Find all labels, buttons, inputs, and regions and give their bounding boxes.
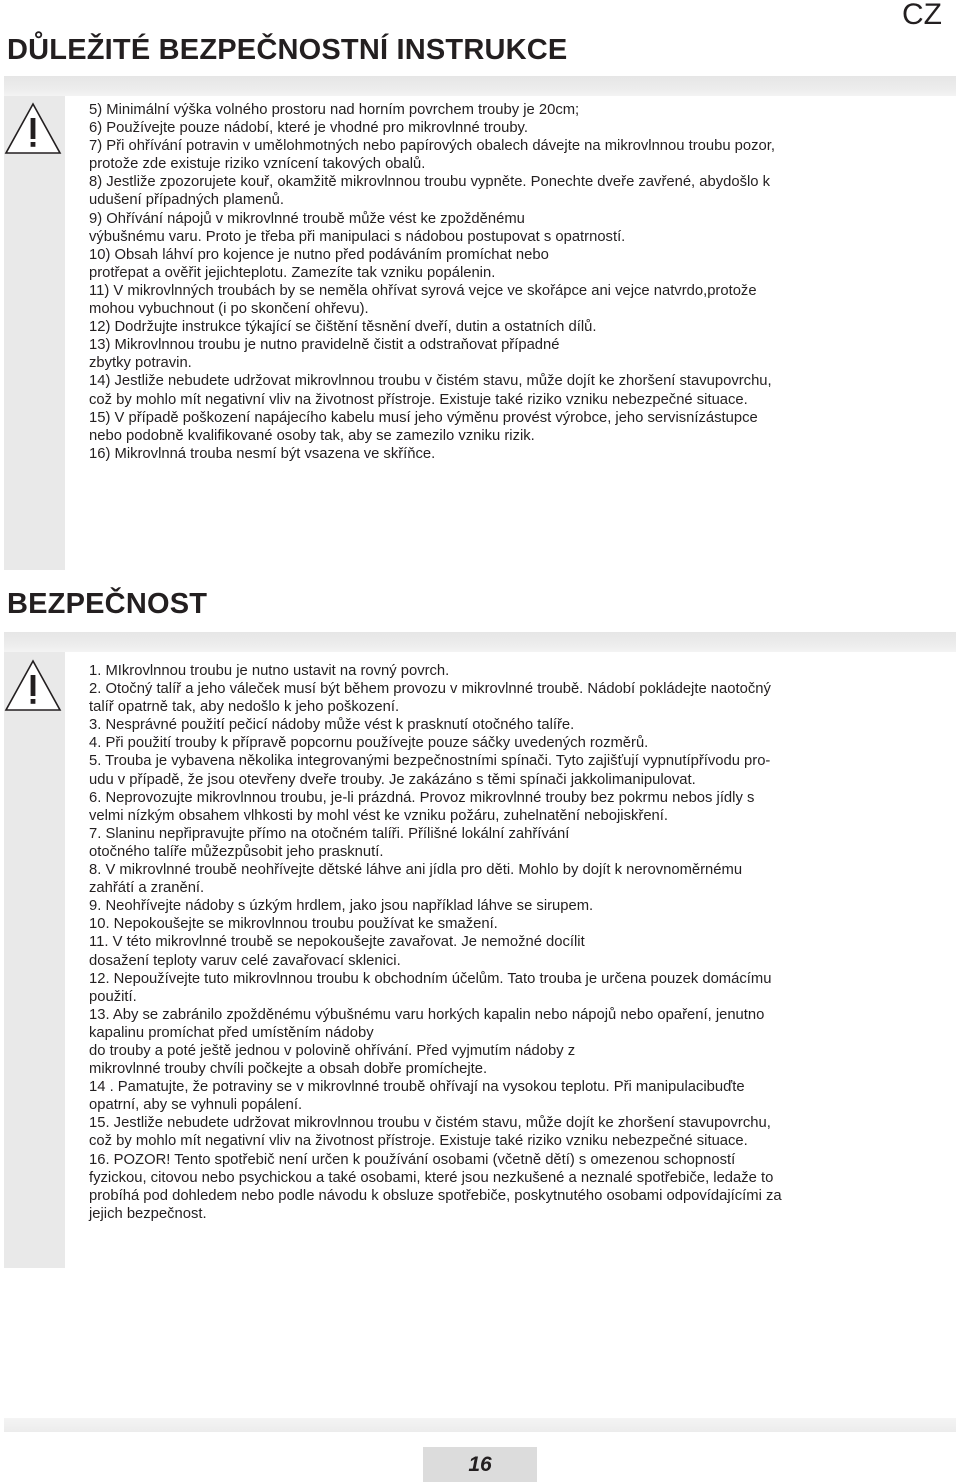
text-line: použití. [89, 988, 137, 1005]
text-line: kapalinu promíchat před umístěním nádoby [89, 1024, 374, 1041]
text-line: výbušnému varu. Proto je třeba při manipulaci s nádobou postupovat s opatrností. [89, 228, 626, 245]
text-line: mohou vybuchnout (i po skončení ohřevu). [89, 301, 369, 318]
text-line: jejich bezpečnost. [89, 1205, 207, 1222]
text-line: dosažení teploty varuv celé zavařovací sklenici. [89, 952, 401, 969]
important-instructions-text [89, 101, 951, 463]
text-line: talíř opatrně tak, aby nedošlo k jeho poškození. [89, 699, 400, 716]
text-line: probíhá pod dohledem nebo podle návodu k obsluze spotřebiče, poskytnutého osobami odpovídajícími za [89, 1187, 782, 1204]
text-line: 7) Při ohřívání potravin v umělohmotných nebo papírových obalech dávejte na mikrovlnnou troubu pozor, [89, 138, 775, 155]
text-line: 4. Při použití trouby k přípravě popcornu používejte pouze sáčky uvedených rozměrů. [89, 735, 649, 752]
text-line: udušení případných plamenů. [89, 192, 284, 209]
text-line: 8) Jestliže zpozorujete kouř, okamžitě mikrovlnnou troubu vypněte. Ponechte dveře zavřené, abydošlo k [89, 174, 771, 191]
footer-band [4, 1418, 956, 1432]
text-line: zbytky potravin. [89, 355, 192, 372]
page-title: DŮLEŽITÉ BEZPEČNOSTNÍ INSTRUKCE [7, 34, 568, 66]
section-title-safety: BEZPEČNOST [7, 588, 208, 620]
safety-sidebar [4, 652, 65, 1268]
language-code: CZ [902, 0, 942, 31]
text-line: 6) Používejte pouze nádobí, které je vhodné pro mikrovlnné trouby. [89, 120, 528, 137]
safety-underline-band [4, 632, 956, 652]
safety-instructions-text [89, 662, 951, 1223]
warning-sidebar [4, 96, 65, 570]
text-line: 15) V případě poškození napájecího kabelu musí jeho výměnu provést výrobce, jeho servisnízástupce [89, 409, 758, 426]
text-line: 16. POZOR! Tento spotřebič není určen k používání osobami (včetně dětí) s omezenou schopností [89, 1151, 736, 1168]
text-line: 11) V mikrovlnných troubách by se neměla ohřívat syrová vejce ve skořápce ani vejce natvrdo,protože [89, 282, 757, 299]
text-line: 3. Nesprávné použití pečicí nádoby může vést k prasknutí otočného talíře. [89, 717, 575, 734]
text-line: 14) Jestliže nebudete udržovat mikrovlnnou troubu v čistém stavu, může dojít ke zhoršení stavupovrchu, [89, 373, 772, 390]
text-line: zahřátí a zranění. [89, 880, 205, 897]
text-line: 16) Mikrovlnná trouba nesmí být vsazena ve skříňce. [89, 445, 436, 462]
text-line: 8. V mikrovlnné troubě neohřívejte dětské láhve ani jídla pro děti. Mohlo by dojít k nerovnoměrnému [89, 862, 743, 879]
text-line: 9) Ohřívání nápojů v mikrovlnné troubě může vést ke zpožděnému [89, 210, 525, 227]
text-line: 1. MIkrovlnnou troubu je nutno ustavit na rovný povrch. [89, 663, 450, 679]
warning-triangle-icon [3, 657, 63, 713]
text-line: 6. Neprovozujte mikrovlnnou troubu, je-li prázdná. Provoz mikrovlnné trouby bez pokrmu nebos jídly s [89, 789, 755, 806]
text-line: 10. Nepokoušejte se mikrovlnnou troubu používat ke smažení. [89, 916, 498, 933]
page-number-box [423, 1447, 537, 1482]
text-line: nebo podobně kvalifikované osoby tak, aby se zamezilo vzniku rizik. [89, 427, 535, 444]
text-line: což by mohlo mít negativní vliv na životnost přístroje. Existuje také riziko vzniku nebezpečné situace. [89, 391, 748, 408]
text-line: 15. Jestliže nebudete udržovat mikrovlnnou troubu v čistém stavu, může dojít ke zhoršení stavupovrchu, [89, 1115, 771, 1132]
text-line: 9. Neohřívejte nádoby s úzkým hrdlem, jako jsou například láhve se sirupem. [89, 898, 594, 915]
text-line: velmi nízkým obsahem vlhkosti by mohl vést ke vzniku požáru, zuhelnatění nebojiskření. [89, 807, 668, 824]
text-line: 13) Mikrovlnnou troubu je nutno pravidelně čistit a odstraňovat případné [89, 337, 560, 354]
text-line: 5) Minimální výška volného prostoru nad horním povrchem trouby je 20cm; [89, 102, 580, 118]
text-line: protože zde existuje riziko vznícení takových obalů. [89, 156, 426, 173]
text-line: do trouby a poté ještě jednou v polovině ohřívání. Před vyjmutím nádoby z [89, 1042, 576, 1059]
text-line: 11. V této mikrovlnné troubě se nepokoušejte zavařovat. Je nemožné docílit [89, 934, 585, 951]
text-line: mikrovlnné trouby chvíli počkejte a obsah dobře promíchejte. [89, 1061, 488, 1078]
text-line: opatrní, aby se vyhnuli popálení. [89, 1097, 303, 1114]
text-line: 13. Aby se zabránilo zpožděnému výbušnému varu horkých kapalin nebo nápojů nebo opaření, jenutno [89, 1006, 765, 1023]
text-line: 7. Slaninu nepřipravujte přímo na otočném talíři. Přílišné lokální zahřívání [89, 825, 570, 842]
text-line: 12) Dodržujte instrukce týkající se čištění těsnění dveří, dutin a ostatních dílů. [89, 319, 597, 336]
text-line: fyzickou, citovou nebo psychickou a také osobami, které jsou nezkušené a neznalé spotřebiče, ledaže to [89, 1169, 774, 1186]
text-line: udu v případě, že jsou otevřeny dveře trouby. Je zakázáno s těmi spínači jakkolimanipulovat. [89, 771, 696, 788]
text-line: 2. Otočný talíř a jeho váleček musí být během provozu v mikrovlnné troubě. Nádobí pokládejte naotočný [89, 681, 771, 698]
text-line: 10) Obsah láhví pro kojence je nutno před podáváním promíchat nebo [89, 246, 549, 263]
page-number: 16 [468, 1452, 492, 1476]
text-line: 12. Nepoužívejte tuto mikrovlnnou troubu k obchodním účelům. Tato trouba je určena pouzek domácímu [89, 970, 772, 987]
text-line: což by mohlo mít negativní vliv na životnost přístroje. Existuje také riziko vzniku nebezpečné situace. [89, 1133, 748, 1150]
text-line: 14 . Pamatujte, že potraviny se v mikrovlnné troubě ohřívají na vysokou teplotu. Při manipulacibuďte [89, 1079, 745, 1096]
text-line: protřepat a ověřit jejichteplotu. Zamezíte tak vzniku popálenin. [89, 264, 496, 281]
title-underline-band [4, 76, 956, 96]
warning-triangle-icon [3, 100, 63, 156]
text-line: otočného talíře můžezpůsobit jeho prasknutí. [89, 843, 384, 860]
text-line: 5. Trouba je vybavena několika integrovanými bezpečnostními spínači. Tyto zajišťují vypnutípřívodu pro- [89, 753, 771, 770]
